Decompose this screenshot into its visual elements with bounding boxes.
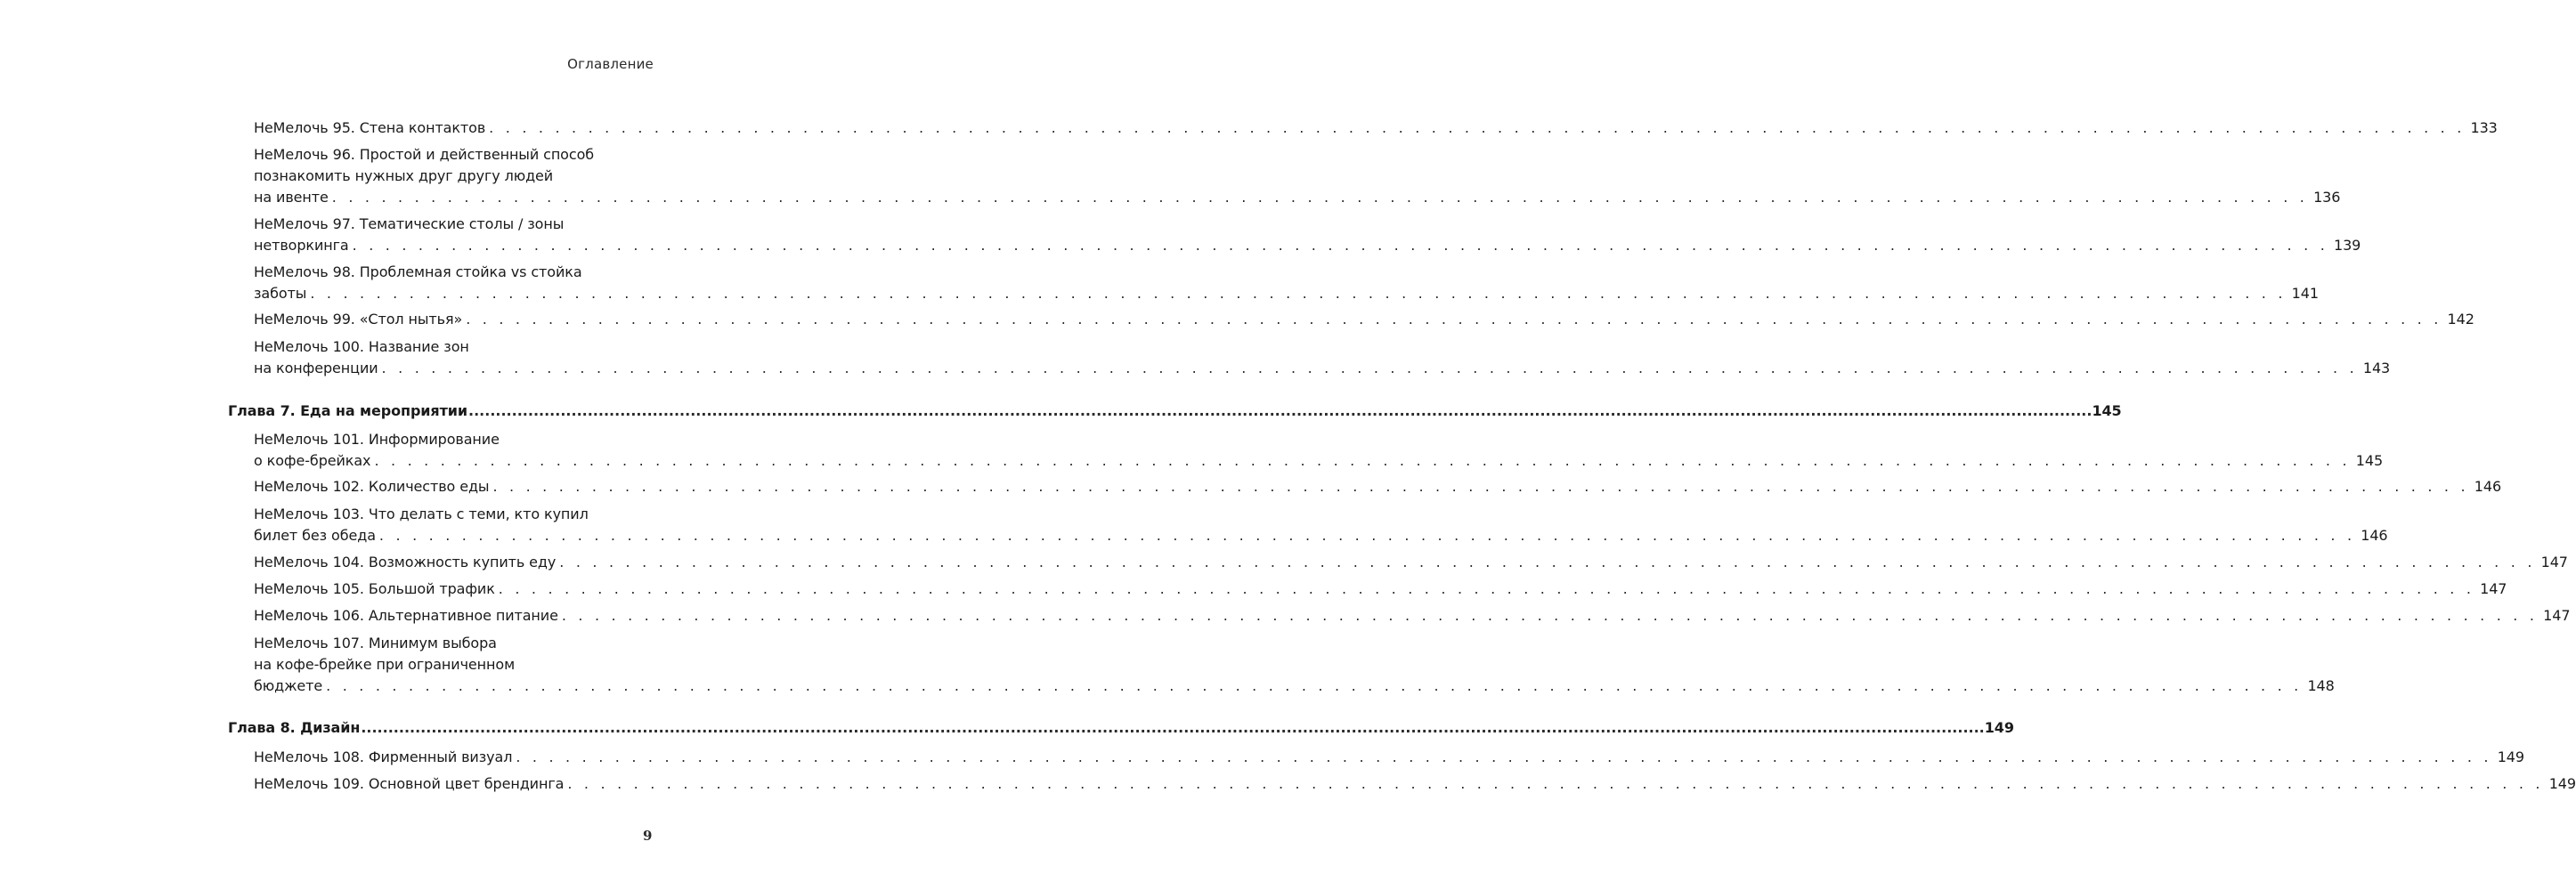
dot-leader: ............................................................................................................................................................................................................................................................................................................ (468, 402, 2092, 419)
toc-page-number: 142 (2447, 311, 2474, 328)
toc-entry-title: Глава 7. Еда на мероприятии (228, 402, 467, 419)
toc-page-number: 145 (2092, 402, 2122, 419)
toc-entry-final-line (254, 552, 2568, 573)
toc-chapter[interactable] (228, 717, 2014, 739)
toc-page-number: 147 (2480, 580, 2507, 597)
toc-entry-line: НеМелочь 97. Тематические столы / зоны (254, 215, 565, 232)
toc-entry-final-line (254, 450, 2384, 472)
toc-item[interactable] (254, 747, 2524, 768)
dot-leader: . . . . . . . . . . . . . . . . . . . . . . . . . . . . . . . . . . . . . . . . . . . . . . . . . . . . . . . . . . . . . . . . . . . . . . . . . . . . . . . . . . . . . . . . . . . . . . . . . . . . . . . . . . . . . . . . . . . . . . . . (331, 189, 2309, 206)
toc-entry-line: НеМелочь 107. Минимум выбора (254, 635, 497, 651)
toc-entry-line: НеМелочь 100. Название зон (254, 338, 469, 355)
toc-entry-line: НеМелочь 96. Простой и действенный способ (254, 146, 595, 163)
toc-page-number: 146 (2361, 527, 2388, 544)
toc-entry-line: НеМелочь 101. Информирование (254, 431, 500, 448)
toc-entry-title: на ивенте (254, 189, 329, 206)
toc-entry-final-line (254, 187, 2341, 208)
toc-page-number: 149 (2497, 748, 2524, 765)
dot-leader: . . . . . . . . . . . . . . . . . . . . . . . . . . . . . . . . . . . . . . . . . . . . . . . . . . . . . . . . . . . . . . . . . . . . . . . . . . . . . . . . . . . . . . . . . . . . . . . . . . . . . . . . . . . . . . . . . . . . . . . . (489, 119, 2466, 136)
toc-chapter[interactable] (228, 400, 2122, 422)
toc-entry-final-line (254, 578, 2507, 600)
toc-entry-title: о кофе-брейках (254, 452, 371, 469)
toc-entry-final-line (254, 773, 2576, 795)
toc-entry-line: НеМелочь 98. Проблемная стойка vs стойка (254, 263, 582, 280)
toc-page-number: 149 (2548, 775, 2576, 792)
toc-item[interactable] (254, 476, 2502, 498)
toc-item[interactable] (254, 773, 2576, 795)
toc-item[interactable] (254, 144, 2341, 208)
toc-entry-title: НеМелочь 106. Альтернативное питание (254, 607, 558, 624)
toc-item[interactable] (254, 605, 2571, 627)
toc-entry-final-line (254, 525, 2388, 546)
dot-leader: . . . . . . . . . . . . . . . . . . . . . . . . . . . . . . . . . . . . . . . . . . . . . . . . . . . . . . . . . . . . . . . . . . . . . . . . . . . . . . . . . . . . . . . . . . . . . . . . . . . . . . . . . . . . . . . . . . . . . . . . (561, 607, 2539, 624)
dot-leader: . . . . . . . . . . . . . . . . . . . . . . . . . . . . . . . . . . . . . . . . . . . . . . . . . . . . . . . . . . . . . . . . . . . . . . . . . . . . . . . . . . . . . . . . . . . . . . . . . . . . . . . . . . . . . . . . . . . . . . . . (516, 748, 2492, 765)
toc-item[interactable] (254, 578, 2507, 600)
toc-item[interactable] (254, 336, 2391, 379)
toc-entry-final-line (228, 717, 2014, 739)
dot-leader: . . . . . . . . . . . . . . . . . . . . . . . . . . . . . . . . . . . . . . . . . . . . . . . . . . . . . . . . . . . . . . . . . . . . . . . . . . . . . . . . . . . . . . . . . . . . . . . . . . . . . . . . . . . . . . . . . . . . . . . . (492, 478, 2469, 495)
dot-leader: . . . . . . . . . . . . . . . . . . . . . . . . . . . . . . . . . . . . . . . . . . . . . . . . . . . . . . . . . . . . . . . . . . . . . . . . . . . . . . . . . . . . . . . . . . . . . . . . . . . . . . . . . . . . . . . . . . . . . . . . (381, 360, 2358, 376)
dot-leader: . . . . . . . . . . . . . . . . . . . . . . . . . . . . . . . . . . . . . . . . . . . . . . . . . . . . . . . . . . . . . . . . . . . . . . . . . . . . . . . . . . . . . . . . . . . . . . . . . . . . . . . . . . . . . . . . . . . . . . . . (378, 527, 2356, 544)
toc-entry-final-line (254, 309, 2474, 330)
toc-page-number: 143 (2362, 360, 2391, 376)
toc-entry-final-line (254, 476, 2502, 498)
toc-entry-final-line (228, 400, 2122, 422)
toc-entry-title: нетворкинга (254, 237, 349, 254)
toc-entry-final-line (254, 747, 2524, 768)
toc-entry-title: бюджете (254, 677, 323, 694)
toc-entry-title: НеМелочь 105. Большой трафик (254, 580, 495, 597)
toc-entry-title: НеМелочь 104. Возможность купить еду (254, 554, 557, 570)
toc-entry-line: на кофе-брейке при ограниченном (254, 656, 516, 673)
toc-entry-final-line (254, 605, 2571, 627)
dot-leader: ............................................................................................................................................................................................................................................................................................................ (361, 719, 1985, 736)
toc-item[interactable] (254, 214, 2361, 256)
dot-leader: . . . . . . . . . . . . . . . . . . . . . . . . . . . . . . . . . . . . . . . . . . . . . . . . . . . . . . . . . . . . . . . . . . . . . . . . . . . . . . . . . . . . . . . . . . . . . . . . . . . . . . . . . . . . . . . . . . . . . . . . (310, 285, 2287, 302)
dot-leader: . . . . . . . . . . . . . . . . . . . . . . . . . . . . . . . . . . . . . . . . . . . . . . . . . . . . . . . . . . . . . . . . . . . . . . . . . . . . . . . . . . . . . . . . . . . . . . . . . . . . . . . . . . . . . . . . . . . . . . . . (559, 554, 2536, 570)
dot-leader: . . . . . . . . . . . . . . . . . . . . . . . . . . . . . . . . . . . . . . . . . . . . . . . . . . . . . . . . . . . . . . . . . . . . . . . . . . . . . . . . . . . . . . . . . . . . . . . . . . . . . . . . . . . . . . . . . . . . . . . . (466, 311, 2442, 328)
toc-entry-title: НеМелочь 109. Основной цвет брендинга (254, 775, 565, 792)
toc-entry-line: познакомить нужных друг другу людей (254, 167, 554, 184)
toc-page-number: 136 (2313, 189, 2341, 206)
toc-entry-final-line (254, 117, 2498, 139)
toc-item[interactable] (254, 309, 2474, 330)
toc-entry-title: НеМелочь 95. Стена контактов (254, 119, 486, 136)
toc-page-number: 148 (2307, 677, 2335, 694)
toc-page-number: 141 (2291, 285, 2319, 302)
toc-entry-line: НеМелочь 103. Что делать с теми, кто купил (254, 506, 589, 522)
toc-entry-title: НеМелочь 99. «Стол нытья» (254, 311, 463, 328)
toc-entry-final-line (254, 283, 2319, 304)
toc-item[interactable] (254, 504, 2388, 546)
dot-leader: . . . . . . . . . . . . . . . . . . . . . . . . . . . . . . . . . . . . . . . . . . . . . . . . . . . . . . . . . . . . . . . . . . . . . . . . . . . . . . . . . . . . . . . . . . . . . . . . . . . . . . . . . . . . . . . . . . . . . . . . (326, 677, 2303, 694)
toc-item[interactable] (254, 429, 2384, 472)
toc-page-number: 147 (2543, 607, 2571, 624)
toc-page-number: 145 (2355, 452, 2384, 469)
toc-entry-title: НеМелочь 108. Фирменный визуал (254, 748, 513, 765)
toc-item[interactable] (254, 262, 2319, 304)
toc-item[interactable] (254, 552, 2568, 573)
toc-entry-title: билет без обеда (254, 527, 376, 544)
toc-entry-final-line (254, 676, 2335, 697)
toc-entry-title: Глава 8. Дизайн (228, 719, 361, 736)
toc-item[interactable] (254, 633, 2335, 697)
toc-entry-title: НеМелочь 102. Количество еды (254, 478, 490, 495)
toc-page-number: 133 (2470, 119, 2498, 136)
dot-leader: . . . . . . . . . . . . . . . . . . . . . . . . . . . . . . . . . . . . . . . . . . . . . . . . . . . . . . . . . . . . . . . . . . . . . . . . . . . . . . . . . . . . . . . . . . . . . . . . . . . . . . . . . . . . . . . . . . . . . . . . (352, 237, 2328, 254)
toc-item[interactable] (254, 117, 2498, 139)
toc-entry-title: заботы (254, 285, 307, 302)
page-number: 9 (643, 828, 653, 844)
running-header: Оглавление (567, 56, 654, 72)
dot-leader: . . . . . . . . . . . . . . . . . . . . . . . . . . . . . . . . . . . . . . . . . . . . . . . . . . . . . . . . . . . . . . . . . . . . . . . . . . . . . . . . . . . . . . . . . . . . . . . . . . . . . . . . . . . . . . . . . . . . . . . . (374, 452, 2351, 469)
dot-leader: . . . . . . . . . . . . . . . . . . . . . . . . . . . . . . . . . . . . . . . . . . . . . . . . . . . . . . . . . . . . . . . . . . . . . . . . . . . . . . . . . . . . . . . . . . . . . . . . . . . . . . . . . . . . . . . . . . . . . . . . (567, 775, 2544, 792)
toc-page-number: 147 (2540, 554, 2568, 570)
toc-page-number: 139 (2333, 237, 2361, 254)
dot-leader: . . . . . . . . . . . . . . . . . . . . . . . . . . . . . . . . . . . . . . . . . . . . . . . . . . . . . . . . . . . . . . . . . . . . . . . . . . . . . . . . . . . . . . . . . . . . . . . . . . . . . . . . . . . . . . . . . . . . . . . . (498, 580, 2475, 597)
toc-page-number: 146 (2474, 478, 2502, 495)
toc-entry-title: на конференции (254, 360, 378, 376)
toc-entry-final-line (254, 235, 2361, 256)
toc-entry-final-line (254, 358, 2391, 379)
toc-page-number: 149 (1984, 719, 2014, 736)
